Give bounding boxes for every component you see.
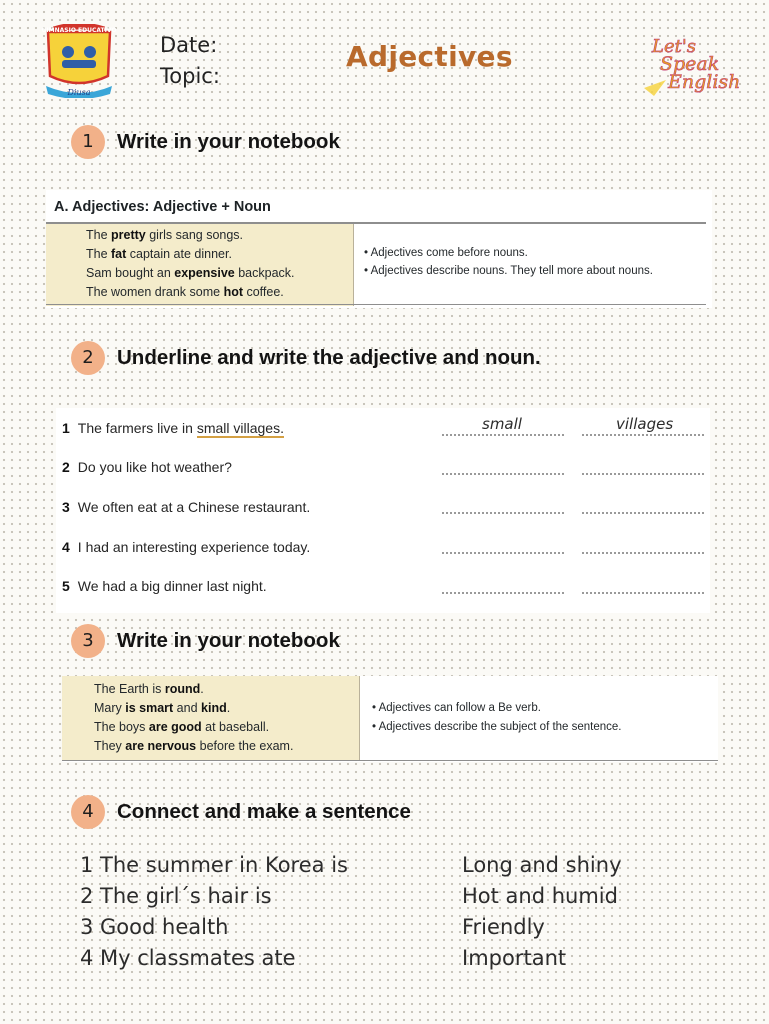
grammar-box-2-bottom-rule	[62, 760, 718, 761]
grammar-box-2	[62, 676, 718, 762]
svg-text:English: English	[668, 71, 741, 93]
exercise-item: 3 We often eat at a Chinese restaurant.	[62, 499, 311, 515]
grammar-note: • Adjectives describe nouns. They tell more about nouns.	[364, 265, 653, 277]
date-label: Date:	[160, 33, 218, 57]
svg-text:Speak: Speak	[660, 53, 720, 75]
answer-blank-adjective[interactable]	[442, 473, 564, 475]
answer-blank-adjective[interactable]	[442, 434, 564, 436]
connect-right-item: Important	[462, 946, 567, 970]
exercise-item: 5 We had a big dinner last night.	[62, 578, 267, 594]
connect-left-item: 3 Good health	[80, 915, 229, 939]
topic-label: Topic:	[160, 64, 220, 88]
exercise-2-panel	[56, 408, 710, 613]
lets-speak-english-logo	[636, 30, 746, 100]
grammar-note: • Adjectives come before nouns.	[364, 247, 528, 259]
exercise-item: 2 Do you like hot weather?	[62, 459, 232, 475]
answer-blank-noun[interactable]	[582, 512, 704, 514]
example-sentence: The pretty girls sang songs.	[86, 228, 244, 242]
exercise-item: 4 I had an interesting experience today.	[62, 539, 311, 555]
connect-left-item: 4 My classmates ate	[80, 946, 296, 970]
grammar-box-2-examples	[62, 676, 360, 760]
school-logo	[40, 24, 118, 98]
example-sentence: The boys are good at baseball.	[94, 720, 270, 734]
grammar-note: • Adjectives describe the subject of the sentence.	[372, 721, 622, 733]
svg-text:Let's: Let's	[652, 36, 697, 57]
example-sentence: The fat captain ate dinner.	[86, 247, 232, 261]
grammar-box-1	[46, 190, 712, 308]
example-sentence: Mary is smart and kind.	[94, 701, 231, 715]
example-sentence: The women drank some hot coffee.	[86, 285, 284, 299]
svg-text:GIMNASIO EDUCATIVO: GIMNASIO EDUCATIVO	[41, 27, 117, 34]
svg-text:Diusa: Diusa	[67, 88, 91, 97]
section-3-number: 3	[71, 624, 105, 658]
section-4-number: 4	[71, 795, 105, 829]
exercise-item: 1 The farmers live in small villages.	[62, 420, 284, 436]
connect-right-item: Friendly	[462, 915, 545, 939]
underlined-phrase: small villages.	[196, 420, 284, 436]
grammar-note: • Adjectives can follow a Be verb.	[372, 702, 541, 714]
connect-left-item: 2 The girl´s hair is	[80, 884, 272, 908]
answer-blank-noun[interactable]	[582, 473, 704, 475]
section-1-heading: Write in your notebook	[117, 130, 340, 153]
page-title: Adjectives	[346, 40, 513, 73]
answer-blank-adjective[interactable]	[442, 592, 564, 594]
answer-blank-noun[interactable]	[582, 434, 704, 436]
connect-left-item: 1 The summer in Korea is	[80, 853, 348, 877]
grammar-box-1-bottom-rule	[46, 304, 706, 305]
answer-blank-noun[interactable]	[582, 592, 704, 594]
example-sentence: The Earth is round.	[94, 682, 204, 696]
section-1-number: 1	[71, 125, 105, 159]
connect-right-item: Long and shiny	[462, 853, 622, 877]
example-sentence: Sam bought an expensive backpack.	[86, 266, 295, 280]
section-3-heading: Write in your notebook	[117, 629, 340, 652]
answer-blank-adjective[interactable]	[442, 512, 564, 514]
answer-blank-noun[interactable]	[582, 552, 704, 554]
connect-right-item: Hot and humid	[462, 884, 618, 908]
answer-blank-adjective[interactable]	[442, 552, 564, 554]
grammar-box-1-examples	[46, 224, 354, 306]
section-2-number: 2	[71, 341, 105, 375]
answer-noun: villages	[616, 415, 674, 433]
section-2-heading: Underline and write the adjective and noun.	[117, 346, 541, 369]
example-sentence: They are nervous before the exam.	[94, 739, 294, 753]
section-4-heading: Connect and make a sentence	[117, 800, 411, 823]
grammar-box-1-title: A. Adjectives: Adjective + Noun	[54, 199, 271, 215]
answer-adjective: small	[482, 415, 522, 433]
